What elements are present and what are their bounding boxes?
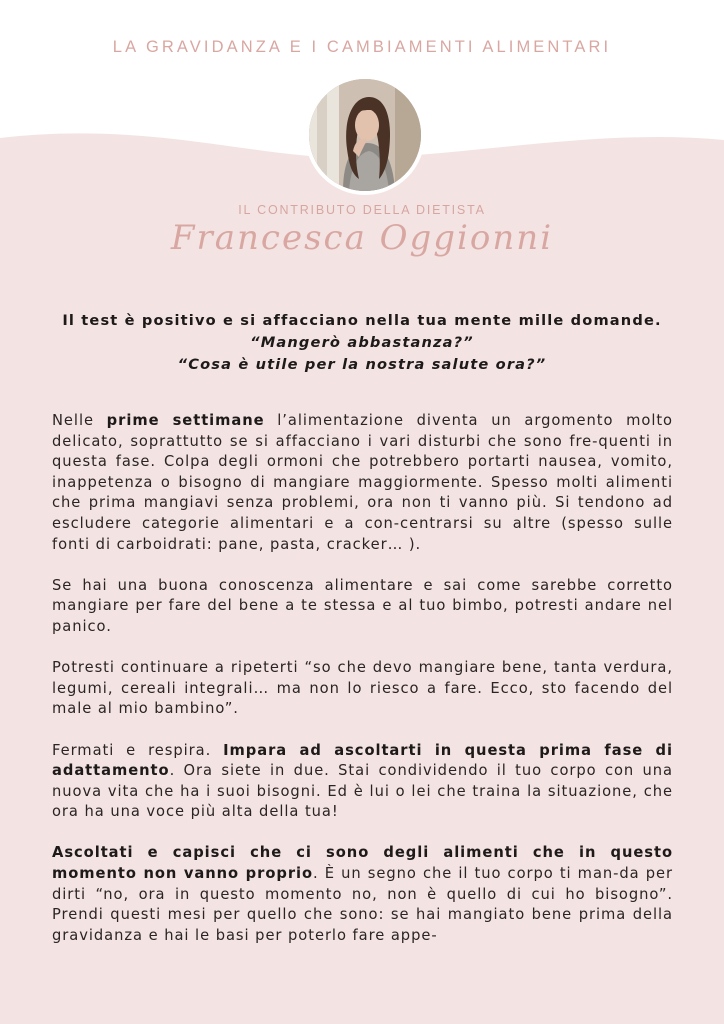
paragraph [52,658,673,720]
paragraph [52,411,673,555]
paragraph [52,843,673,946]
paragraph-text: . È un segno che il tuo corpo ti man-da per dirti “no, ora in questo momento no, non è quello di cui ho bisogno”. Prendi questi mesi per quello che sono: se hai mangiato bene prima della gravidanza e hai le basi per poterlo fare appe- [52,865,673,944]
paragraph-text: . Ora siete in due. Stai condividendo il tuo corpo con una nuova vita che ha i suoi bisogni. Ed è lui o lei che traina la situazione, che ora ha una voce più alta della tua! [52,762,673,821]
intro-heading [0,310,724,376]
paragraph-text: Nelle [52,412,107,429]
paragraph [52,576,673,638]
paragraph-text: Se hai una buona conoscenza alimentare e sai come sarebbe corretto mangiare per fare del bene a te stessa e al tuo bimbo, potresti andare nel panico. [52,576,673,635]
paragraph-text: Potresti continuare a ripeterti “so che devo mangiare bene, tanta verdura, legumi, cereali integrali… ma non lo riesco a fare. Ecco, sto facendo del male al mio bambino”. [52,659,673,718]
intro-question: “Cosa è utile per la nostra salute ora?” [177,356,547,373]
paragraph-text: l’alimentazione diventa un argomento molto delicato, soprattutto se si affacciano i vari disturbi che sono fre-quenti in questa fase. Colpa degli ormoni che potrebbero portarti nausea, vomito, inappetenza o bisogno di mangiare maggiormente. Spesso molti alimenti che prima mangiavi senza problemi, ora non ti vanno più. Si tendono ad escludere categorie alimentari e a con-centrarsi su altre (spesso sulle fonti di carboidrati: pane, pasta, cracker… ). [52,412,673,553]
intro-question: “Mangerò abbastanza?” [250,334,474,351]
paragraph-text: Fermati e respira. [52,741,224,759]
paragraph-emphasis: Ascoltati e capisci che ci sono degli alimenti che in questo momento non vanno proprio [52,844,673,883]
article-body [52,411,673,967]
paragraph [52,741,673,823]
intro-line: Il test è positivo e si affacciano nella tua mente mille domande. [62,312,662,329]
page-title: LA GRAVIDANZA E I CAMBIAMENTI ALIMENTARI [112,38,612,56]
paragraph-emphasis: Impara ad ascoltarti in questa prima fase di adattamento [52,741,673,780]
author-role-label: IL CONTRIBUTO DELLA DIETISTA [238,203,486,217]
author-photo [305,75,425,195]
paragraph-emphasis: prime settimane [106,412,265,429]
author-signature: Francesca Oggionni [170,218,554,258]
